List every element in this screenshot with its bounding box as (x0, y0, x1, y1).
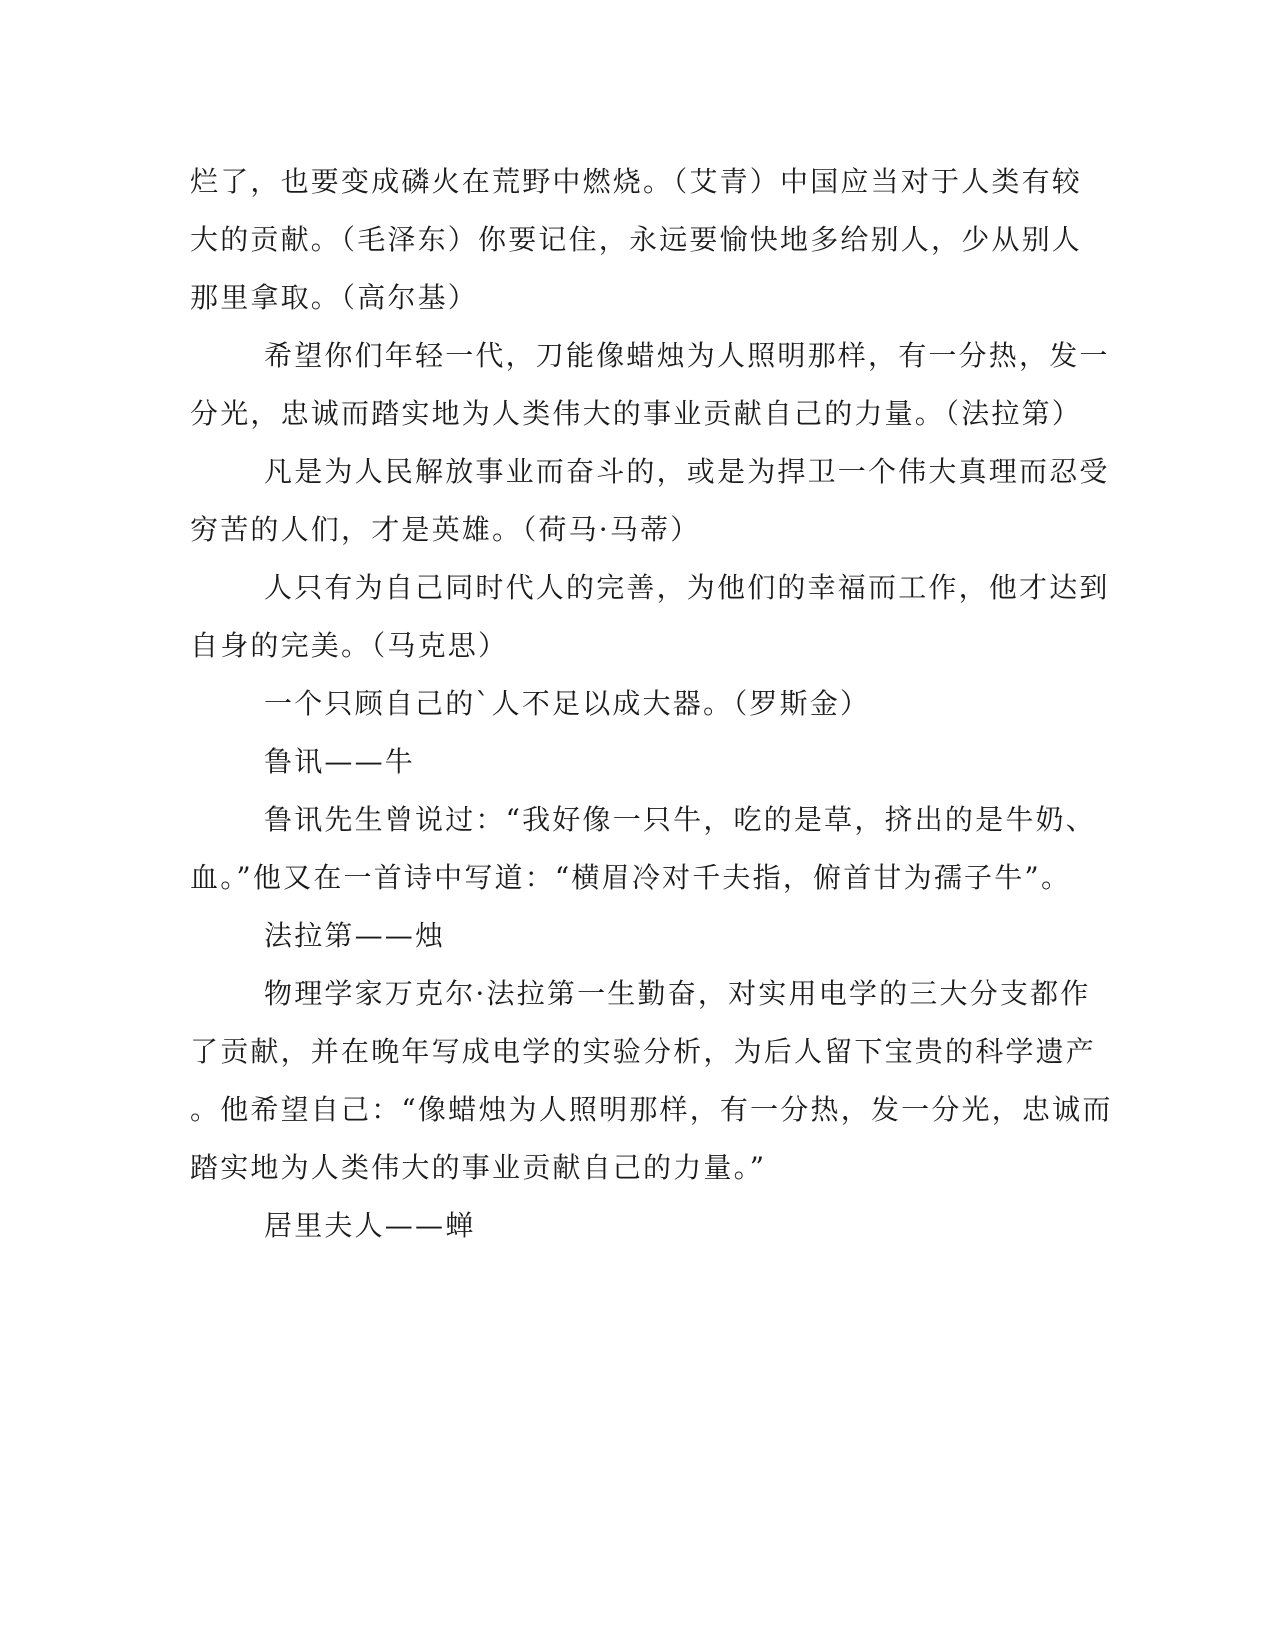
section-heading: 法拉第——烛 (264, 919, 446, 952)
section-heading: 居里夫人——蝉 (264, 1209, 476, 1242)
section-heading: 鲁讯——牛 (264, 745, 416, 778)
text-line: 凡是为人民解放事业而奋斗的，或是为捍卫一个伟大真理而忍受 (264, 455, 1110, 488)
text-line: 大的贡献。（毛泽东）你要记住，永远要愉快地多给别人，少从别人 (190, 223, 1083, 256)
text-line: 穷苦的人们，才是英雄。（荷马·马蒂） (190, 513, 701, 546)
text-line: 那里拿取。（高尔基） (190, 281, 479, 314)
text-line: 血。”他又在一首诗中写道：“横眉冷对千夫指，俯首甘为孺子牛”。 (190, 861, 1072, 894)
text-line: 希望你们年轻一代，刀能像蜡烛为人照明那样，有一分热，发一 (264, 339, 1110, 372)
text-line: 分光，忠诚而踏实地为人类伟大的事业贡献自己的力量。（法拉第） (190, 397, 1083, 430)
text-line: 人只有为自己同时代人的完善，为他们的幸福而工作，他才达到 (264, 571, 1110, 604)
text-line: 烂了，也要变成磷火在荒野中燃烧。（艾青）中国应当对于人类有较 (190, 165, 1083, 198)
text-line: 。他希望自己：“像蜡烛为人照明那样，有一分热，发一分光，忠诚而 (190, 1093, 1113, 1126)
text-line: 了贡献，并在晚年写成电学的实验分析，为后人留下宝贵的科学遗产 (190, 1035, 1097, 1068)
text-line: 物理学家万克尔·法拉第一生勤奋，对实用电学的三大分支都作 (264, 977, 1091, 1010)
text-line: 踏实地为人类伟大的事业贡献自己的力量。” (190, 1151, 767, 1184)
text-line: 鲁讯先生曾说过：“我好像一只牛，吃的是草，挤出的是牛奶、 (264, 803, 1096, 836)
text-line: 一个只顾自己的`人不足以成大器。（罗斯金） (264, 687, 871, 720)
text-line: 自身的完美。（马克思） (190, 629, 509, 662)
